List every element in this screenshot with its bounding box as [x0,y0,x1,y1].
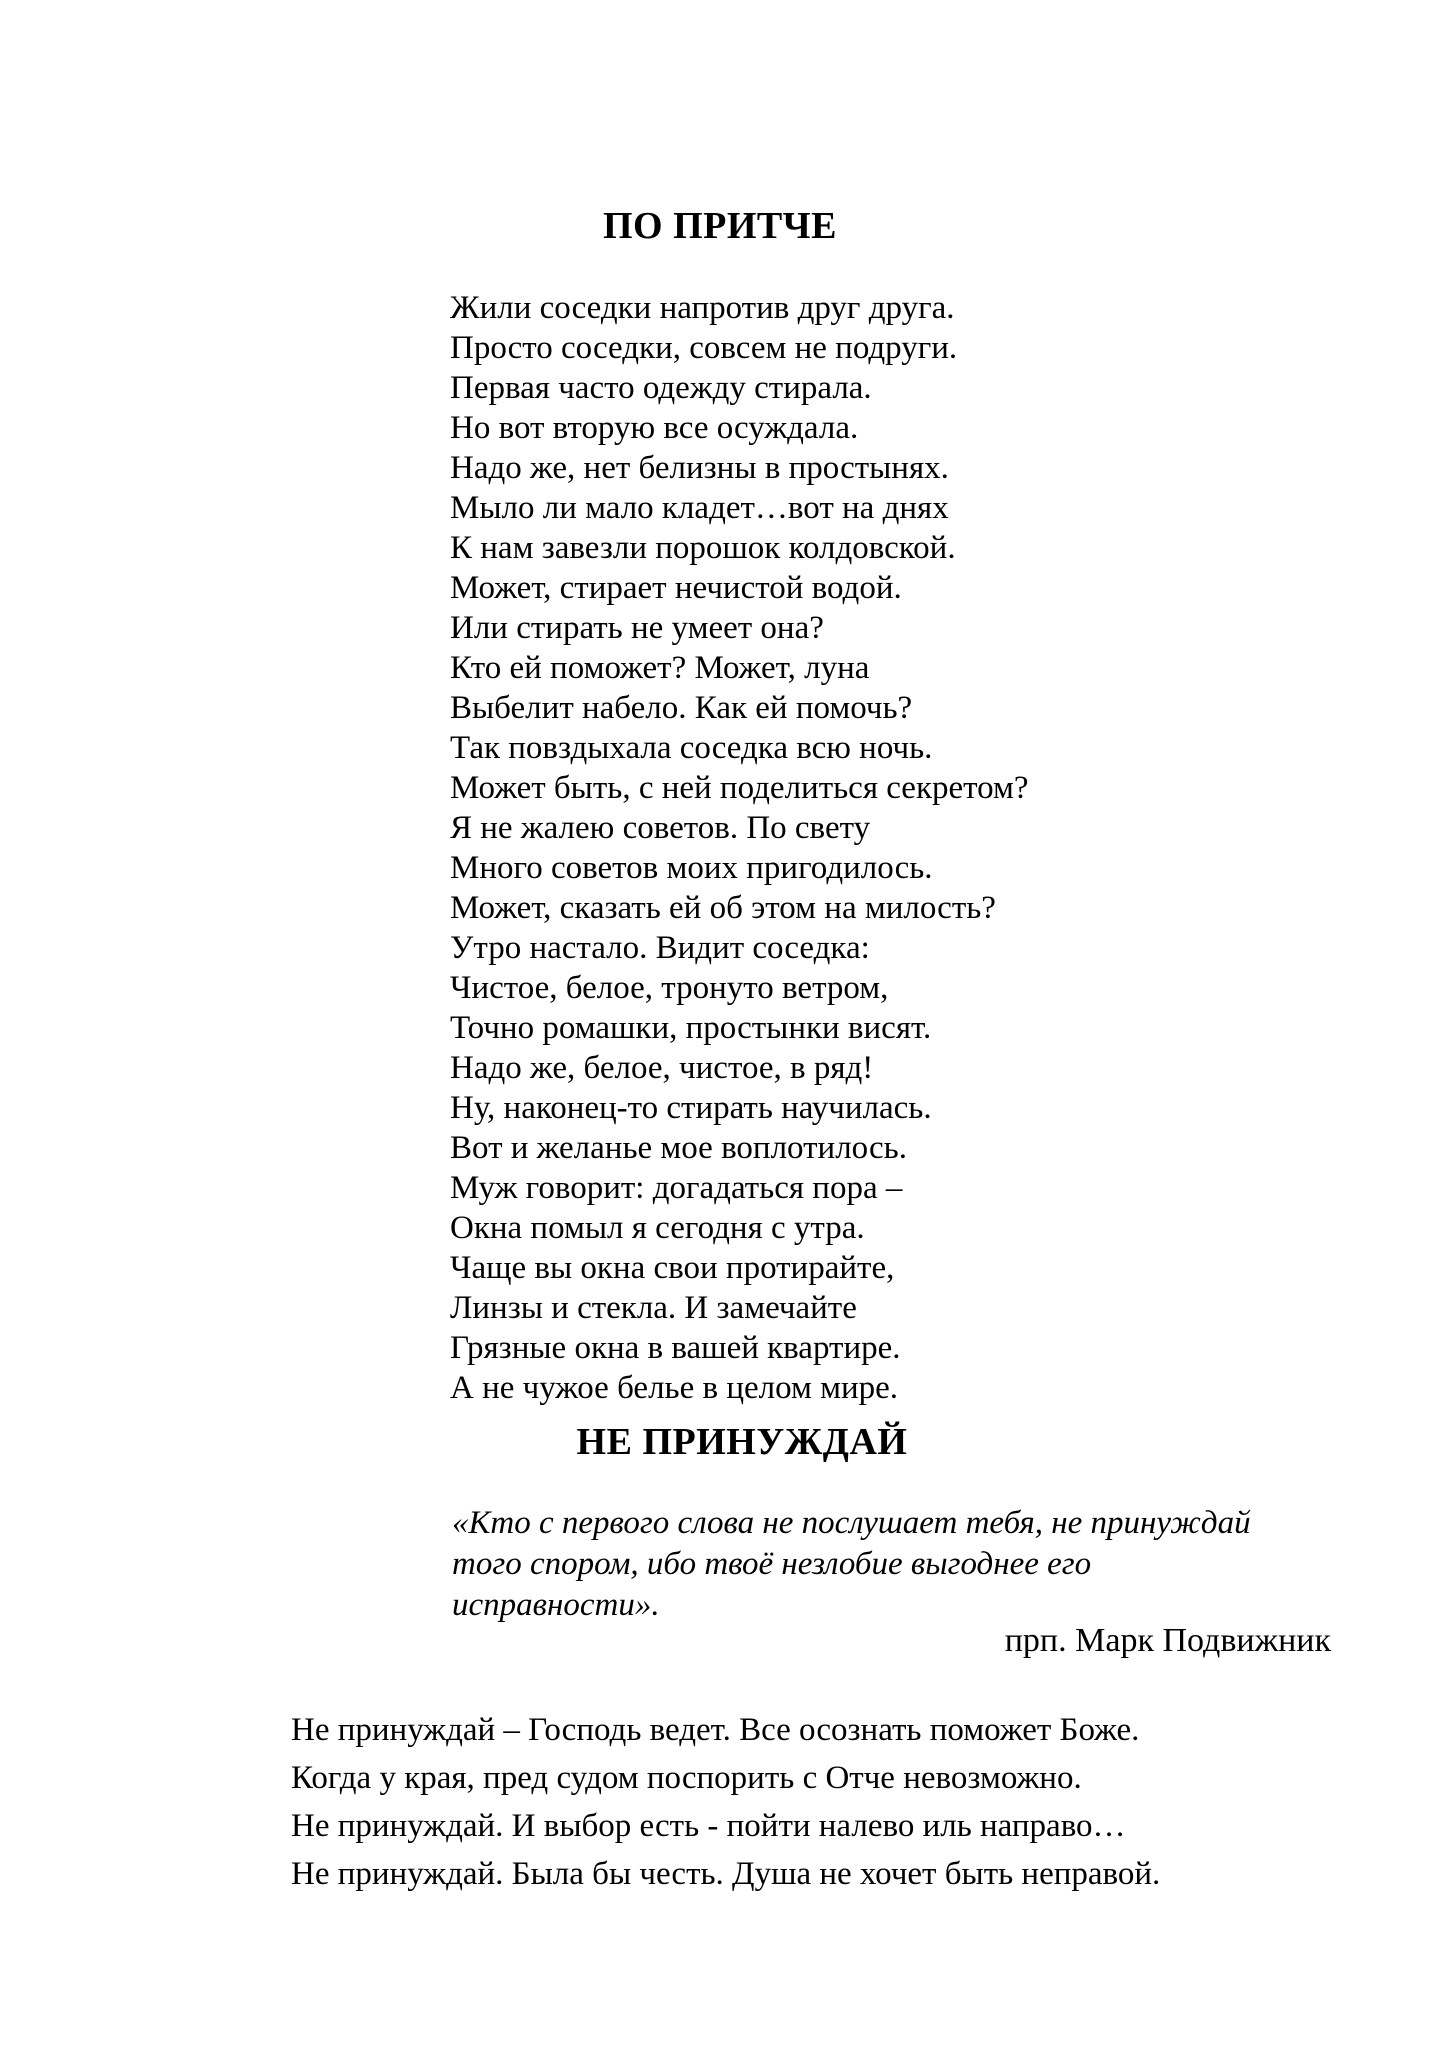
poem-line: К нам завезли порошок колдовской. [450,530,956,566]
epigraph-quote [452,1503,1352,1626]
poem-line: Грязные окна в вашей квартире. [450,1330,901,1366]
poem-line: Чистое, белое, тронуто ветром, [450,970,889,1006]
poem-line: Так повздыхала соседка всю ночь. [450,730,933,766]
poem-line: Линзы и стекла. И замечайте [450,1290,857,1326]
poem-line: Просто соседки, совсем не подруги. [450,330,958,366]
poem-title-ne-prinuzhdai: НЕ ПРИНУЖДАЙ [576,1421,908,1463]
poem-line: Надо же, нет белизны в простынях. [450,450,949,486]
poem-title-po-pritche: ПО ПРИТЧЕ [602,205,838,247]
poem-line: Может, сказать ей об этом на милость? [450,890,996,926]
poem-body-po-pritche [450,288,1029,1408]
stanza-line: Не принуждай. Была бы честь. Душа не хочет быть неправой. [291,1856,1161,1892]
poem-line: Может, стирает нечистой водой. [450,570,902,606]
epigraph-attribution: прп. Марк Подвижник [1004,1622,1331,1659]
poem-line: Муж говорит: догадаться пора – [450,1170,903,1206]
epigraph-line: исправности». [452,1587,660,1623]
poem-line: Ну, наконец-то стирать научилась. [450,1090,932,1126]
poem-line: Утро настало. Видит соседка: [450,930,870,966]
poem-line: Чаще вы окна свои протирайте, [450,1250,895,1286]
poem-line: Много советов моих пригодилось. [450,850,933,886]
stanza-line: Не принуждай. И выбор есть - пойти налево иль направо… [291,1808,1126,1844]
poem-line: Жили соседки напротив друг друга. [450,290,955,326]
poem-line: Или стирать не умеет она? [450,610,824,646]
poem-line: Я не жалею советов. По свету [450,810,871,846]
poem-line: Но вот вторую все осуждала. [450,410,859,446]
poem-line: Надо же, белое, чистое, в ряд! [450,1050,874,1086]
stanza-line: Не принуждай – Господь ведет. Все осознать поможет Боже. [291,1712,1140,1748]
poem-line: Первая часто одежду стирала. [450,370,872,406]
poem-line: Кто ей поможет? Может, луна [450,650,870,686]
poem-line: Окна помыл я сегодня с утра. [450,1210,865,1246]
poem-line: Выбелит набело. Как ей помочь? [450,690,913,726]
poem-line: Может быть, с ней поделиться секретом? [450,770,1029,806]
epigraph-line: «Кто с первого слова не послушает тебя, не принуждай [452,1505,1251,1541]
poem-line: Мыло ли мало кладет…вот на днях [450,490,949,526]
poem-body-ne-prinuzhdai [291,1706,1160,1898]
stanza-line: Когда у края, пред судом поспорить с Отче невозможно. [291,1760,1082,1796]
epigraph-line: того спором, ибо твоё незлобие выгоднее его [452,1546,1092,1582]
poem-line: Вот и желанье мое воплотилось. [450,1130,907,1166]
poem-line: А не чужое белье в целом мире. [450,1370,899,1406]
poem-line: Точно ромашки, простынки висят. [450,1010,932,1046]
